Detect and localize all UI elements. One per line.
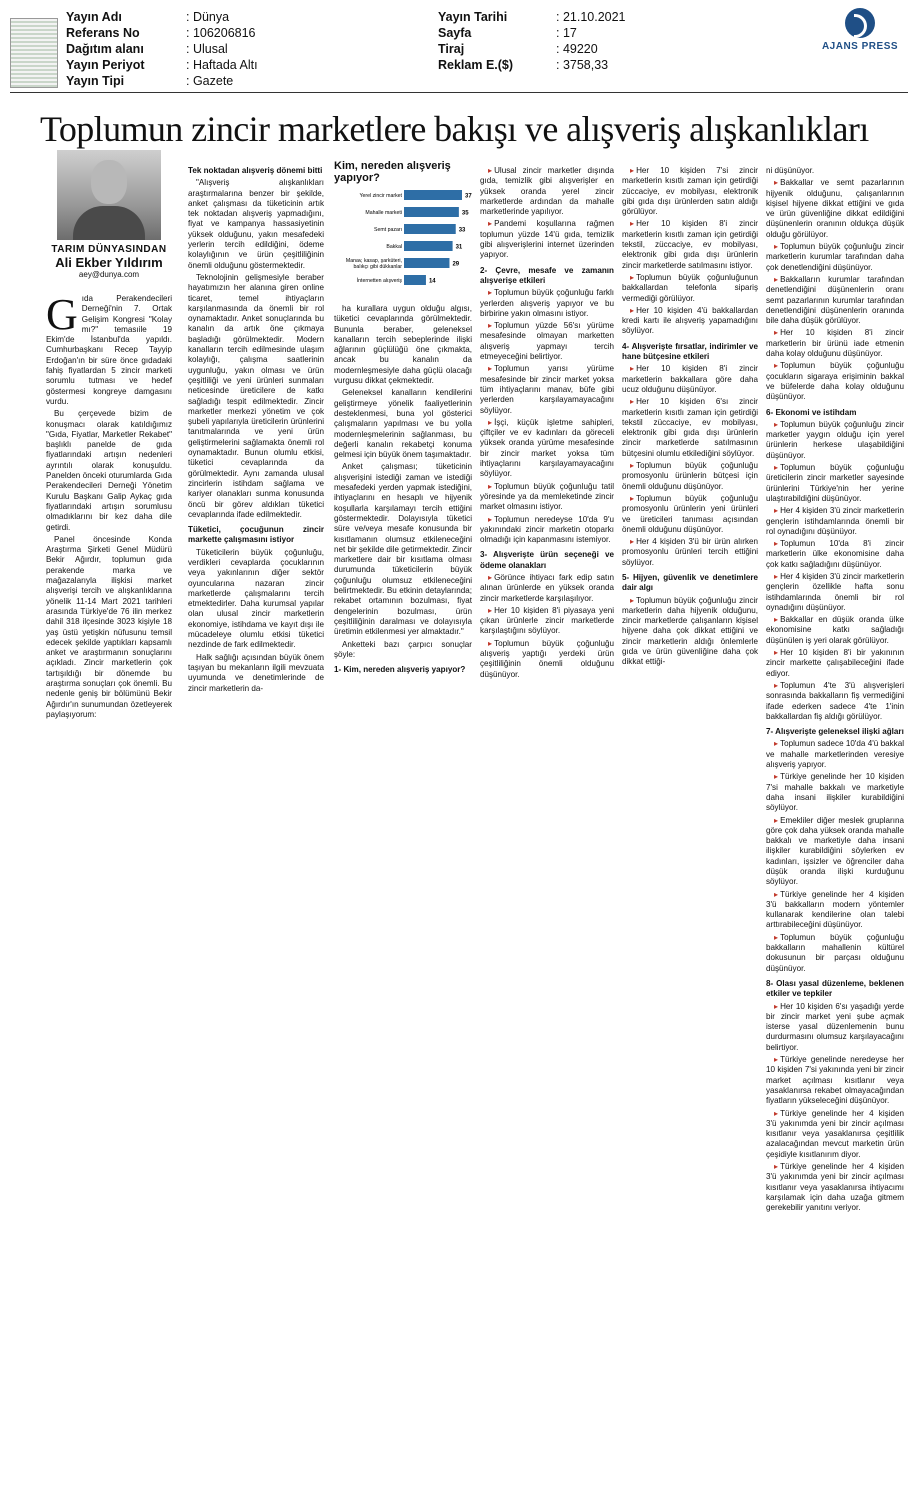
meta-value: : Dünya: [186, 10, 230, 24]
bar: [404, 190, 462, 200]
page-thumbnail: [10, 18, 58, 88]
meta-value: : 106206816: [186, 26, 256, 40]
paragraph: ni düşünüyor.: [766, 166, 815, 175]
bullet-arrow-icon: ▸: [630, 272, 635, 282]
bullet-arrow-icon: ▸: [630, 397, 635, 407]
bullet-arrow-icon: ▸: [774, 571, 779, 581]
bullet: ▸ Toplumun büyük çoğunluğu bakkalların mahallenin kültürel dokusunun bir parçası olduğunu düşünüyor.: [766, 932, 904, 973]
bullet: ▸ Toplumun büyük çoğunluğu alışveriş yaptığı yerdeki ürün çeşitliliğinin önemli olduğunu düşünüyor.: [480, 638, 614, 679]
bullet: ▸ İşçi, küçük işletme sahipleri, çiftçiler ve ev kadınları da göreceli yüksek oranda yürüme mesafesinde bir zincir market yoksa tüm ihtiyaçlarını karşılayamayacağını söylüyor.: [480, 417, 614, 479]
column-name: TARIM DÜNYASINDAN: [51, 244, 167, 255]
bar-value-label: 31: [455, 244, 463, 251]
bullet: ▸ Her 10 kişiden 4'ü bakkallardan kredi kartı ile alışveriş yapamadığını söylüyor.: [622, 305, 758, 336]
bullet: ▸ Toplumun büyük çoğunluğu çocukların sigaraya erişiminin bakkal ve büfelerde daha kolay olduğunu düşünüyor.: [766, 361, 904, 402]
meta-value: : Haftada Altı: [186, 58, 258, 72]
bullet-arrow-icon: ▸: [488, 219, 493, 229]
bullet-arrow-icon: ▸: [774, 463, 779, 473]
bullet-arrow-icon: ▸: [774, 739, 779, 749]
bullet: ▸ Toplumun neredeyse 10'da 9'u yakınındaki zincir marketin otoparkı olmadığı için kapanmasını istemiyor.: [480, 514, 614, 545]
bullet-arrow-icon: ▸: [774, 506, 779, 516]
bullet-arrow-icon: ▸: [630, 305, 635, 315]
paragraph: Teknolojinin gelişmesiyle beraber hayatımızın her alanına giren online ticaret, temel ihtiyaçların karşılanmasında da önemli bir rol oynamaktadır. Anket sonuçlarında bu kanalın da artık öne çıkmaya başladığı görülmektedir. Modern kanalların tercih edilmesinde ulaşım kolaylığı, çalışma saatlerinin uygunluğu, yakın olması ve ürün çeşitliliği ve yeni ürünleri sunmaları neticesinde üreticilere de katkı sağladığı tespit edilmektedir. Zincir marketler merkezi yönetim ve çok şubeli yapılarıyla üreticilerin ürünlerini tanıtmalarında ve yeni ürün geliştirmelerini sağlamakta önemli rol oynamaktadır. Bunun olumlu etkisi, tüketici cevaplarında da görülmektedir. Aynı zamanda ulusal zincirlerin istihdam sağlama ve kariyer olanakları sunma konusunda öncü bir görev aldıkları tüketici cevaplarında ifade edilmektedir.: [188, 272, 324, 519]
paragraph: Panel öncesinde Konda Araştırma Şirketi Genel Müdürü Bekir Ağırdır, toplumun gıda perakende marka ve mağazalarıyla ilişkisi market alışverişi tercih ve alışkanlıklarına yönelik 11-14 Mart 2021 tarihleri arasında Türkiye'de 76 ilin merkez dahil 318 ilçesinde 3023 kişiyle 18 yaş üstü yetişkin nüfusunu temsil edecek şekilde yaptıkları kapsamlı anket ve araştırmanın sonuçlarını açıkladı. Zincir marketlerin çok tartışıldığı bir dönemde bu araştırma sonuçları çok önemli. Bu nedenle geniş bir bölümünü Bekir Ağırdır'ın sunumundan özetleyerek paylaşıyorum:: [46, 534, 172, 719]
bullet: ▸ Her 10 kişiden 8'i bir yakınının zincir markette çalışabileceğini ifade ediyor.: [766, 648, 904, 678]
bullet: ▸ Her 10 kişiden 7'si zincir marketlerin kısıtlı zaman için getirdiği züccaciye, ev mobilyası, elektronik gibi gıda dışı ürünlerden satın aldığı görülüyor.: [622, 166, 758, 217]
meta-value: : Gazete: [186, 74, 234, 88]
meta-right: [438, 9, 626, 73]
meta-value: : 49220: [556, 42, 598, 56]
category-label: Bakkal: [386, 244, 402, 250]
bullet: ▸ Toplumun büyük çoğunluğu farklı yerlerden alışveriş yapıyor ve bu birbirine yakın olmasını istiyor.: [480, 288, 614, 318]
bullet-arrow-icon: ▸: [630, 493, 635, 503]
bullet-arrow-icon: ▸: [774, 615, 779, 625]
bullet-arrow-icon: ▸: [630, 461, 635, 471]
bullet-arrow-icon: ▸: [774, 1162, 779, 1172]
column-3: [334, 304, 472, 744]
bar: [404, 275, 426, 285]
bullet: ▸ Bakkalların kurumlar tarafından denetlendiğini düşünenlerin oranı semt pazarlarının kurumlar tarafından denetlendiğini düşünenlerin oranında bile daha düşük görülüyor.: [766, 274, 904, 326]
paragraph: Bu çerçevede bizim de konuşmacı olarak katıldığımız "Gıda, Fiyatlar, Marketler Rekabet" başlıklı panelde de gıda fiyatlarındaki artışın nedenleri ayrıntılı olarak konuşuldu. Panelden önceki oturumlarda Gıda Perakendecileri Derneği Yönetim Kurulu Başkanı Galip Aykaç gıda fiyatlarındaki artışın sorumlusu olmadıklarını bir kez daha dile getirdi.: [46, 409, 172, 532]
bar-value-label: 14: [428, 278, 436, 285]
ajans-press-logo: [815, 8, 905, 52]
bullet: ▸ Toplumun büyük çoğunluğunun bakkallardan telefonla sipariş vermediği görülüyor.: [622, 272, 758, 303]
subheading: 8- Olası yasal düzenleme, beklenen etkiler ve tepkiler: [766, 978, 904, 999]
bullet: ▸ Her 4 kişiden 3'ü bir ürün alırken promosyonlu ürünleri tercih ettiğini söylüyor.: [622, 537, 758, 567]
bullet: ▸ Her 10 kişiden 8'i zincir marketlerin bakkallara göre daha ucuz olduğunu düşünüyor.: [622, 364, 758, 394]
subheading: 6- Ekonomi ve istihdam: [766, 407, 857, 417]
bullet: ▸ Toplumun büyük çoğunluğu zincir marketlerin kurumlar tarafından daha çok denetlendiğini düşünüyor.: [766, 242, 904, 272]
meta-value: : 21.10.2021: [556, 10, 626, 24]
bullet: ▸ Türkiye genelinde her 4 kişiden 3'ü yakınımda yeni bir zincir açılması kısıtlanır veya yasaklanırsa ihtiyacımı karşılamak için daha uzağa gitmem gerekebilir yanıtını veriyor.: [766, 1162, 904, 1213]
bullet-arrow-icon: ▸: [774, 1108, 779, 1118]
bar: [404, 241, 453, 251]
meta-key: Referans No: [66, 26, 140, 40]
drop-cap: G: [46, 294, 78, 339]
bullet: ▸ Türkiye genelinde her 4 kişiden 3'ü bakkalların modern yöntemler kullanarak kendilerine olan talebi arttırabileceğini düşünüyor.: [766, 889, 904, 930]
bullet-arrow-icon: ▸: [488, 605, 493, 615]
bullet: ▸ Toplumun büyük çoğunluğu tatil yöresinde ya da memleketinde zincir market olmasını istiyor.: [480, 481, 614, 512]
bullet-arrow-icon: ▸: [630, 595, 635, 605]
subheading: 7- Alışverişte geleneksel ilişki ağları: [766, 727, 904, 737]
bar: [404, 258, 449, 268]
bullet-arrow-icon: ▸: [488, 514, 493, 524]
bullet-arrow-icon: ▸: [488, 481, 493, 491]
bullet: ▸ Toplumun yarısı yürüme mesafesinde bir zincir market yoksa tüm ihtiyaçlarını manav, büfe gibi yerlerden karşılayamayacağını söylüyor.: [480, 364, 614, 415]
category-label: İnternetten alışveriş: [356, 278, 402, 284]
bullet-arrow-icon: ▸: [774, 680, 779, 690]
bullet-arrow-icon: ▸: [774, 242, 779, 252]
author-box: [46, 150, 172, 279]
subheading: 4- Alışverişte fırsatlar, indirimler ve hane bütçesine etkileri: [622, 341, 758, 362]
bullet: ▸ Her 10 kişiden 8'i zincir marketlerin bir ürünü iade etmenin daha kolay olduğunu düşünüyor.: [766, 328, 904, 359]
meta-value: : Ulusal: [186, 42, 228, 56]
bullet-arrow-icon: ▸: [488, 288, 493, 298]
bullet: ▸ Toplumun 4'te 3'ü alışverişleri sonrasında bakkalların fiş vermediğini ifade ederken sadece 4'te 1'inin bakkallardan fiş aldığı görülüyor.: [766, 680, 904, 721]
bullet: ▸ Toplumun büyük çoğunluğu zincir marketlerin daha hijyenik olduğunu, zincir marketlerde çalışanların kişisel hijyene daha çok dikkat ettiğini ve zincir marketlerin aldığı önlemlerle gıda ve ürün güvenliğine daha çok dikkat ettiği-: [622, 595, 758, 667]
bullet-arrow-icon: ▸: [488, 166, 493, 175]
bullet-arrow-icon: ▸: [488, 364, 493, 374]
bullet: ▸ Pandemi koşullarına rağmen toplumun yüzde 14'ü gıda, temizlik gibi alışverişlerini internet üzerinden yapıyor.: [480, 219, 614, 260]
author-photo: [57, 150, 161, 240]
bar: [404, 224, 456, 234]
bullet-arrow-icon: ▸: [630, 219, 635, 229]
bullet: ▸ Toplumun sadece 10'da 4'ü bakkal ve mahalle marketlerinden veresiye alışveriş yapıyor.: [766, 739, 904, 770]
bullet: ▸ Toplumun büyük çoğunluğu promosyonlu ürünlerin bütçesi için önemli olduğunu düşünüyor.: [622, 461, 758, 491]
paragraph: Tüketicilerin büyük çoğunluğu, verdikleri cevaplarda çocuklarının veya yakınlarının diğer sektör oyuncularına nazaran zincir marketlerde çalışmalarını tercih etmektedirler. Daha kurumsal yapılar olan ulusal zincir marketlerin ekonomiye, istihdama ve kayıt dışı ile mücadeleye olumlu etkisi tüketici nezdinde de fark edilmektedir.: [188, 547, 324, 650]
bullet: ▸ Türkiye genelinde her 10 kişiden 7'si mahalle bakkalı ve marketiyle daha insani ilişkiler kurabildiğini söylüyor.: [766, 772, 904, 813]
meta-key: Tiraj: [438, 42, 465, 56]
bullet: ▸ Toplumun yüzde 56'sı yürüme mesafesinde olmayan marketten alışveriş yapmayı tercih etmeyeceğini belirtiyor.: [480, 321, 614, 362]
subheading: 3- Alışverişte ürün seçeneği ve ödeme olanakları: [480, 550, 614, 570]
paragraph: Anketteki bazı çarpıcı sonuçlar şöyle:: [334, 639, 472, 659]
meta-value: : 3758,33: [556, 58, 609, 72]
logo-text: AJANS PRESS: [821, 41, 899, 52]
bar-value-label: 29: [452, 261, 460, 268]
bullet: ▸ Her 10 kişiden 6'sı yaşadığı yerde bir zincir market yeni şube açmak isterse yasal düzenlemenin bunu durdurmasını olumsuz karşılayacağını belirtiyor.: [766, 1001, 904, 1052]
subheading: Tek noktadan alışveriş dönemi bitti: [188, 166, 323, 175]
bullet: ▸ Görünce ihtiyacı fark edip satın alınan ürünlerde en yüksek oranda zincir marketlerde karşılaşılıyor.: [480, 572, 614, 603]
paragraph: Halk sağlığı açısından büyük önem taşıyan bu mekanların ilgili mevzuata uyumunda ve denetimlerinde de zincir marketlerin da-: [188, 652, 324, 693]
bullet-arrow-icon: ▸: [488, 572, 493, 582]
bar-value-label: 33: [458, 227, 466, 234]
meta-key: Yayın Tarihi: [438, 10, 508, 24]
bullet: ▸ Ulusal zincir marketler dışında gıda, temizlik gibi alışverişler en yüksek oranda yerel zincir marketlerde ardından da mahalle marketlerinde yapılıyor.: [480, 166, 614, 217]
subheading: 2- Çevre, mesafe ve zamanın alışverişe etkileri: [480, 265, 614, 285]
bullet-arrow-icon: ▸: [630, 364, 635, 374]
bullet-arrow-icon: ▸: [774, 1055, 779, 1065]
column-2: [188, 166, 324, 746]
bullet-arrow-icon: ▸: [774, 361, 779, 371]
bullet: ▸ Her 10 kişiden 8'i zincir marketlerin kısıtlı zaman için getirdiği tekstil, züccaciye, ev mobilyası, elektronik gibi gıda dışı ürünlerin zincir marketlerde satılmasını istiyor.: [622, 219, 758, 270]
bullet: ▸ Emekliler diğer meslek gruplarına göre çok daha yüksek oranda mahalle bakkalı ve marketiyle daha insani ilişkiler kurabildiğini söylerken ev kadınları, işsizler ve öğrenciler daha düşük oranda ilişki kurduğunu söylüyor.: [766, 815, 904, 887]
subheading: 1- Kim, nereden alışveriş yapıyor?: [334, 665, 466, 675]
meta-key: Dağıtım alanı: [66, 42, 144, 56]
bullet-arrow-icon: ▸: [774, 815, 779, 825]
category-label: Yerel zincir market: [359, 193, 402, 199]
bullet-arrow-icon: ▸: [630, 166, 635, 175]
paragraph: "Alışveriş alışkanlıkları araştırmalarına benzer bir şekilde, anket çalışması da tüketicinin artık tek noktadan alışveriş yapmadığını, fiyat ve kampanya hassasiyetinin yüksek olduğunu, yakın mesafedeki yerlerin tercih edildiğini, ödeme kolaylığının ve ürün çeşitliliğinin önemli olduğunu göstermektedir.: [188, 178, 324, 270]
bullet-arrow-icon: ▸: [488, 417, 493, 427]
subheading: Tüketici, çocuğunun zincir markette çalışmasını istiyor: [188, 525, 324, 545]
author-name: Ali Ekber Yıldırım: [55, 255, 163, 270]
bullet-arrow-icon: ▸: [774, 419, 779, 429]
bullet: ▸ Bakkallar ve semt pazarlarının hijyenik olduğunu, çalışanlarının kişisel hijyene dikkat ettiğini ve gıda ve ürün güvenliğine dikkat edildiğini düşünenlerin oranının oldukça düşük olduğu görülüyor.: [766, 178, 904, 239]
column-4: [480, 166, 614, 746]
bullet: ▸ Her 10 kişiden 8'i piyasaya yeni çıkan ürünlerle zincir marketlerde karşılaştığını söylüyor.: [480, 605, 614, 636]
bar-value-label: 37: [465, 193, 472, 200]
meta-key: Yayın Adı: [66, 10, 122, 24]
column-1: [46, 294, 172, 744]
bullet: ▸ Türkiye genelinde her 4 kişiden 3'ü yakınımda yeni bir zincir açılması kısıtlanır veya yasaklanırsa çeşitlilik azalacağından mevcut marketin ürün çeşidiyle kısıtlanırım diyor.: [766, 1108, 904, 1159]
bullet-arrow-icon: ▸: [774, 178, 779, 188]
column-6: [766, 166, 904, 1502]
bullet: ▸ Her 4 kişiden 3'ü zincir marketlerin gençlerin özellikle hafta sonu istihdamlarında önemli bir rol oynadığını düşünüyor.: [766, 571, 904, 612]
category-label: Semt pazarı: [374, 227, 402, 233]
bar-value-label: 35: [461, 210, 469, 217]
clipping-header: [0, 0, 920, 100]
paragraph: ıda Perakendecileri Derneği'nin 7. Ortak Gelişim Kongresi "Kolay mı?" temasıile 19 Ekim'de İstanbul'da yapıldı. Cumhurbaşkanı Recep Tayyip Erdoğan'ın bir süre önce gıdadaki fahiş fiyatlardan 5 zincir marketi sorumlu tutması ve hedef göstermesi kongreye damgasını vurdu.: [46, 294, 172, 406]
bullet-arrow-icon: ▸: [774, 772, 779, 782]
subheading: 5- Hijyen, güvenlik ve denetimlere dair algı: [622, 572, 758, 593]
bullet-arrow-icon: ▸: [630, 537, 635, 547]
bullet: ▸ Her 10 kişiden 6'sı zincir marketlerin kısıtlı zaman için getirdiği tekstil züccaciye, ev mobilyası, elektronik gibi gıda dışı ürünlerin zincir marketlerde satılmasının bütçesini olumlu etkilediğini söylüyor.: [622, 397, 758, 458]
paragraph: Anket çalışması; tüketicinin alışverişini istediği zaman ve istediği mesafedeki yerden yapmak istediğini, ihtiyaçlarını en hesaplı ve hijyenik koşullarla karşılamayı tercih ettiğini göstermektedir. Dolayısıyla tüketici süre ve/veya mesafe konusunda bir kısıtlamanın olumsuz etkileneceğini net bir şekilde dile getirmektedir. Zincir marketlere dair bir kısıtlama olması durumunda tüketicilerin büyük çoğunluğu olumsuz etkileneceğini belirtmektedir. Bu etkinin detaylarında; rekabet ortamının bozulması, fiyat dengelerinin bozulması, ürün çeşitliliğinin daralması ve dolayısıyla üretimin etkilenmesi yer almaktadır.": [334, 462, 472, 637]
bullet: ▸ Toplumun büyük çoğunluğu üreticilerin zincir marketler sayesinde ürünlerini Türkiye'nin her yerine ulaştırabildiğini düşünüyor.: [766, 463, 904, 503]
bullet-arrow-icon: ▸: [774, 274, 779, 284]
author-email: aey@dunya.com: [78, 270, 140, 279]
bullet-arrow-icon: ▸: [774, 539, 779, 549]
bullet: ▸ Türkiye genelinde neredeyse her 10 kişiden 7'si yakınında yeni bir zincir market açılması kısıtlanır veya yasaklanırsa rekabet olmayacağından fiyatların yükseleceğini düşünüyor.: [766, 1055, 904, 1106]
chart-title: Kim, nereden alışveriş yapıyor?: [334, 160, 451, 184]
bullet: ▸ Toplumun büyük çoğunluğu zincir marketler yaygın olduğu için yerel ürünlerin herkese ulaşabildiğini düşünüyor.: [766, 419, 904, 460]
meta-value: : 17: [556, 26, 577, 40]
meta-left: [66, 9, 258, 89]
article-headline: Toplumun zincir marketlere bakışı ve alışveriş alışkanlıkları: [40, 109, 869, 149]
header-divider: [10, 92, 908, 93]
bullet: ▸ Bakkallar en düşük oranda ülke ekonomisine katkı sağladığı düşünülen iş yeri olarak görülüyor.: [766, 615, 904, 645]
category-label: Manav, kasap, şarküteri, balıkçı gibi dükkanlar: [345, 258, 402, 270]
bullet-arrow-icon: ▸: [774, 889, 779, 899]
bullet: ▸ Her 4 kişiden 3'ü zincir marketlerin gençlerin istihdamlarında önemli bir rol oynadığını düşünüyor.: [766, 506, 904, 536]
bar-chart: [334, 160, 476, 296]
bullet-arrow-icon: ▸: [774, 932, 779, 942]
logo-mark-icon: [845, 8, 875, 38]
meta-key: Yayın Tipi: [66, 74, 125, 88]
meta-key: Yayın Periyot: [66, 58, 145, 72]
bullet: ▸ Toplumun büyük çoğunluğu promosyonlu ürünlerin yeni ürünleri ve üreticileri tanıması açısından önemli olduğunu düşünüyor.: [622, 493, 758, 534]
bar: [404, 207, 459, 217]
bullet-arrow-icon: ▸: [488, 638, 493, 648]
meta-key: Reklam E.($): [438, 58, 514, 72]
meta-key: Sayfa: [438, 26, 472, 40]
paragraph: Geleneksel kanalların kendilerini geliştirmeye yönelik faaliyetlerinin desteklenmesi, buna yol gösterici çalışmaların yapılması ve bu yolla modernleşmelerinin sağlanması, bu değerli kanalın rekabetçi konuma gelmesi için büyük önem taşımaktadır.: [334, 388, 472, 460]
paragraph: ha kurallara uygun olduğu algısı, tüketici cevaplarında görülmektedir. Bununla beraber, geleneksel kanalların tercih sebeplerinde ilişki ağlarının güçlülüğü öne çıkmakta, ancak bu kanalın da modernleşmesiyle daha güçlü olacağı vurgusu dikkat çekmektedir.: [334, 304, 472, 386]
bullet-arrow-icon: ▸: [774, 328, 779, 338]
chart-svg: [334, 184, 476, 296]
bullet-arrow-icon: ▸: [488, 321, 493, 331]
bullet-arrow-icon: ▸: [774, 1001, 779, 1011]
bullet: ▸ Toplumun 10'da 8'i zincir marketlerin ülke ekonomisine daha çok katkı sağladığını düşünüyor.: [766, 539, 904, 569]
column-5: [622, 166, 758, 746]
bullet-arrow-icon: ▸: [774, 648, 779, 658]
category-label: Mahalle marketi: [365, 210, 402, 216]
